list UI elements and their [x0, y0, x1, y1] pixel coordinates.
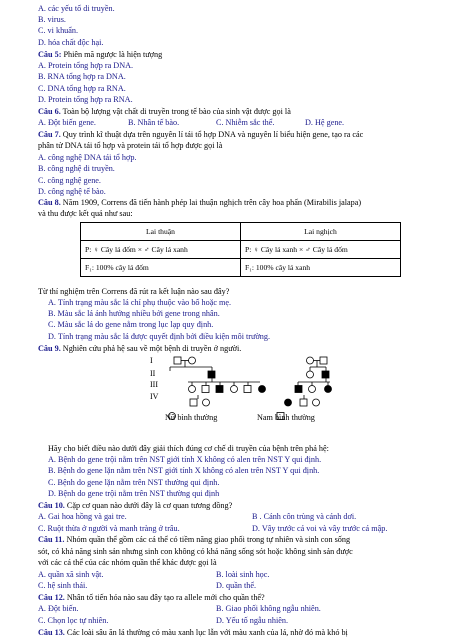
table-cell: F₁: 100% cây lá xanh: [241, 259, 401, 277]
legend-male-label: Nam bình thường: [257, 413, 315, 422]
crossing-results-table: [80, 222, 401, 277]
q7-option-d: D. công nghệ tế bào.: [38, 187, 106, 196]
option-b: B. virus.: [38, 15, 66, 24]
affected-male-symbol: [216, 386, 223, 393]
q8-option-b: B. Màu sắc lá ảnh hưởng nhiều bởi gene trong nhân.: [48, 309, 220, 318]
affected-male-symbol: [295, 386, 302, 393]
q10-option-b: B . Cánh côn trùng và cánh dơi.: [252, 512, 357, 521]
table-cell: P: ♀ Cây lá đốm × ♂ Cây lá xanh: [81, 241, 241, 259]
option-c: C. vi khuẩn.: [38, 26, 79, 35]
q10-option-a: A. Gai hoa hồng và gai tre.: [38, 512, 127, 521]
table-cell: F₁: 100% cây lá đốm: [81, 259, 241, 277]
table-header-reciprocal-2: Lai nghịch: [241, 223, 401, 241]
affected-male-symbol: [322, 371, 329, 378]
option-d: D. hóa chất độc hại.: [38, 38, 104, 47]
q7-option-a: A. công nghệ DNA tái tổ hợp.: [38, 153, 137, 162]
q11-option-d: D. quần thể.: [216, 581, 257, 590]
question-12: Câu 12. Nhân tố tiến hóa nào sau đây tạo ra allele mới cho quần thể?: [38, 593, 265, 602]
q7-option-c: C. công nghệ gene.: [38, 176, 101, 185]
q9-option-d: D. Bệnh do gene trội nằm trên NST thường qui định: [48, 489, 220, 498]
affected-female-symbol: [325, 386, 332, 393]
q5-option-d: D. Protein tổng hợp ra RNA.: [38, 95, 133, 104]
q9-option-a: A. Bệnh do gene trội nằm trên NST giới tính X không có alen trên NST Y qui định.: [48, 455, 322, 464]
male-symbol: [244, 386, 251, 393]
male-symbol: [300, 399, 307, 406]
generation-label: II: [150, 369, 156, 378]
female-symbol: [189, 357, 196, 364]
q6-option-a: A. Đột biến gene.: [38, 118, 96, 127]
q8-option-c: C. Màu sắc lá do gene nằm trong lục lạp quy định.: [48, 320, 214, 329]
female-symbol: [203, 399, 210, 406]
question-8: Câu 8. Năm 1909, Correns đã tiến hành phép lai thuận nghịch trên cây hoa phấn (Mirabilis jalapa): [38, 198, 362, 207]
generation-label: I: [150, 356, 153, 365]
legend-female-label: Nữ bình thường: [165, 413, 218, 422]
q6-option-d: D. Hệ gene.: [305, 118, 345, 127]
question-11: Câu 11. Nhóm quần thể gồm các cá thể có tiềm năng giao phối trong tự nhiên và sinh con sống: [38, 535, 351, 544]
question-11-cont: với các cá thể của các nhóm quần thể khác được gọi là: [38, 558, 217, 567]
q11-option-c: C. hệ sinh thái.: [38, 581, 88, 590]
generation-label: III: [150, 380, 158, 389]
affected-female-symbol: [285, 399, 292, 406]
question-5: Câu 5: Phiên mã ngược là hiện tượng: [38, 50, 163, 59]
q7-option-b: B. công nghệ di truyền.: [38, 164, 115, 173]
question-10: Câu 10. Cặp cơ quan nào dưới đây là cơ quan tương đồng?: [38, 501, 233, 510]
q5-option-c: C. DNA tổng hợp ra RNA.: [38, 84, 126, 93]
table-cell: P: ♀ Cây lá xanh × ♂ Cây lá đốm: [241, 241, 401, 259]
q12-option-b: B. Giao phối không ngẫu nhiên.: [216, 604, 321, 613]
male-symbol: [202, 386, 209, 393]
q5-option-a: A. Protein tổng hợp ra DNA.: [38, 61, 134, 70]
question-8-cont: và thu được kết quả như sau:: [38, 209, 133, 218]
female-symbol: [189, 386, 196, 393]
q11-option-a: A. quần xã sinh vật.: [38, 570, 104, 579]
question-9: Câu 9. Nghiên cứu phả hệ sau về một bệnh di truyền ở người.: [38, 344, 242, 353]
q9-option-b: B. Bệnh do gene lặn nằm trên NST giới tính X không có alen trên NST Y qui định.: [48, 466, 320, 475]
female-symbol: [307, 357, 314, 364]
q6-option-b: B. Nhân tế bào.: [128, 118, 180, 127]
pedigree-chart: [150, 355, 335, 439]
q6-option-c: C. Nhiễm sắc thể.: [216, 118, 275, 127]
affected-male-symbol: [208, 371, 215, 378]
q9-option-c: C. Bệnh do gene lặn nằm trên NST thường qui định.: [48, 478, 220, 487]
q8-option-a: A. Tính trạng màu sắc lá chỉ phụ thuộc vào bố hoặc mẹ.: [48, 298, 232, 307]
q12-option-c: C. Chọn lọc tự nhiên.: [38, 616, 109, 625]
option-a: A. các yếu tố di truyền.: [38, 4, 115, 13]
question-11-cont: sót, có khả năng sinh sản nhưng sinh con không có khả năng sống sót hoặc không sinh sản được: [38, 547, 353, 556]
affected-female-symbol: [259, 386, 266, 393]
q8-option-d: D. Tính trạng màu sắc lá được quyết định bởi điều kiện môi trường.: [48, 332, 271, 341]
question-13: Câu 13. Các loài sâu ăn lá thường có màu xanh lục lẫn với màu xanh của lá, nhờ đó mà khó bị: [38, 628, 348, 637]
q5-option-b: B. RNA tổng hợp ra DNA.: [38, 72, 126, 81]
q10-option-c: C. Ruột thừa ở người và manh tràng ở trâu.: [38, 524, 180, 533]
q12-option-d: D. Yếu tố ngẫu nhiên.: [216, 616, 289, 625]
female-symbol: [231, 386, 238, 393]
question-9-prompt: Hãy cho biết điều nào dưới đây giải thích đúng cơ chế di truyền của bệnh trên phả hệ:: [48, 444, 329, 453]
q10-option-d: D. Vây trước cá voi và vây trước cá mập.: [252, 524, 388, 533]
female-symbol: [309, 386, 316, 393]
male-symbol: [190, 399, 197, 406]
question-8-prompt: Từ thí nghiệm trên Correns đã rút ra kết luận nào sau đây?: [38, 287, 230, 296]
q11-option-b: B. loài sinh học.: [216, 570, 270, 579]
female-symbol: [313, 399, 320, 406]
question-7-cont: phân tử DNA tái tổ hợp và protein tái tổ hợp được gọi là: [38, 141, 223, 150]
question-7: Câu 7. Quy trình kĩ thuật dựa trên nguyên lí tái tổ hợp DNA và nguyên lí biểu hiện gene, tạo ra các: [38, 130, 364, 139]
generation-label: IV: [150, 392, 159, 401]
male-symbol: [174, 357, 181, 364]
female-symbol: [307, 371, 314, 378]
male-symbol: [320, 357, 327, 364]
q12-option-a: A. Đột biến.: [38, 604, 79, 613]
table-header-reciprocal-1: Lai thuận: [81, 223, 241, 241]
question-6: Câu 6. Toàn bộ lượng vật chất di truyền trong tế bào của sinh vật được gọi là: [38, 107, 291, 116]
